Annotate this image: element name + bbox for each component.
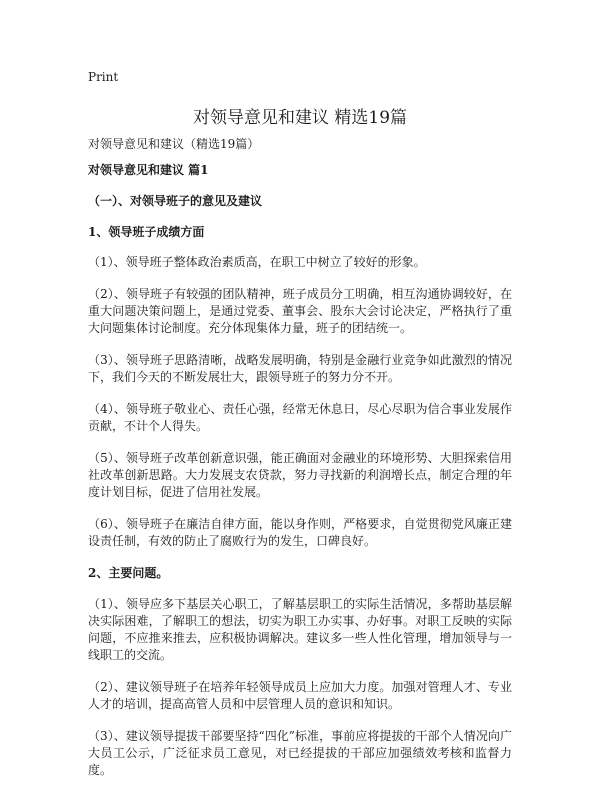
page-subtitle: 对领导意见和建议（精选19篇） xyxy=(88,137,260,151)
part-title: （一）、对领导班子的意见及建议 xyxy=(88,194,263,208)
paragraph: （2）、建议领导班子在培养年轻领导成员上应加大力度。加强对管理人才、专业人才的培训，提高高管人员和中层管理人员的意识和知识。 xyxy=(88,680,512,711)
paragraph: （1）、领导班子整体政治素质高，在职工中树立了较好的形象。 xyxy=(88,255,426,269)
paragraph: （5）、领导班子改革创新意识强，能正确面对金融业的环境形势、大胆探索信用社改革创新思路。大力发展支农贷款，努力寻找新的利润增长点，制定合理的年度计划目标，促进了信用社发展。 xyxy=(88,451,512,499)
page-title: 对领导意见和建议 精选19篇 xyxy=(192,108,408,128)
paragraph: （2）、领导班子有较强的团队精神，班子成员分工明确，相互沟通协调较好，在重大问题决策问题上，是通过党委、董事会、股东大会讨论决定，严格执行了重大问题集体讨论制度。充分体现集体力量，班子的团结统一。 xyxy=(88,287,512,335)
paragraph: （3）、建议领导提拔干部要坚持“四化”标准，事前应将提拔的干部个人情况向广大员工公示，广泛征求员工意见，对已经提拔的干部应加强绩效考核和监督力度。 xyxy=(88,729,512,777)
paragraph: （4）、领导班子敬业心、责任心强，经常无休息日，尽心尽职为信合事业发展作贡献，不计个人得失。 xyxy=(88,402,512,433)
print-link[interactable]: Print xyxy=(88,70,119,84)
subheading-problems: 2、主要问题。 xyxy=(88,566,169,580)
section-title: 对领导意见和建议 篇1 xyxy=(88,163,209,177)
paragraph: （3）、领导班子思路清晰，战略发展明确，特别是金融行业竞争如此激烈的情况下，我们今天的不断发展壮大，跟领导班子的努力分不开。 xyxy=(88,353,512,384)
article-body xyxy=(88,162,512,794)
paragraph: （6）、领导班子在廉洁自律方面，能以身作则，严格要求，自觉贯彻党风廉正建设责任制，有效的防止了腐败行为的发生，口碑良好。 xyxy=(88,517,512,548)
paragraph: （1）、领导应多下基层关心职工，了解基层职工的实际生活情况，多帮助基层解决实际困难，了解职工的想法，切实为职工办实事、办好事。对职工反映的实际问题，不应推来推去，应积极协调解决。建议多一些人性化管理，增加领导与一线职工的交流。 xyxy=(88,597,512,662)
subheading-achievements: 1、领导班子成绩方面 xyxy=(88,225,205,239)
